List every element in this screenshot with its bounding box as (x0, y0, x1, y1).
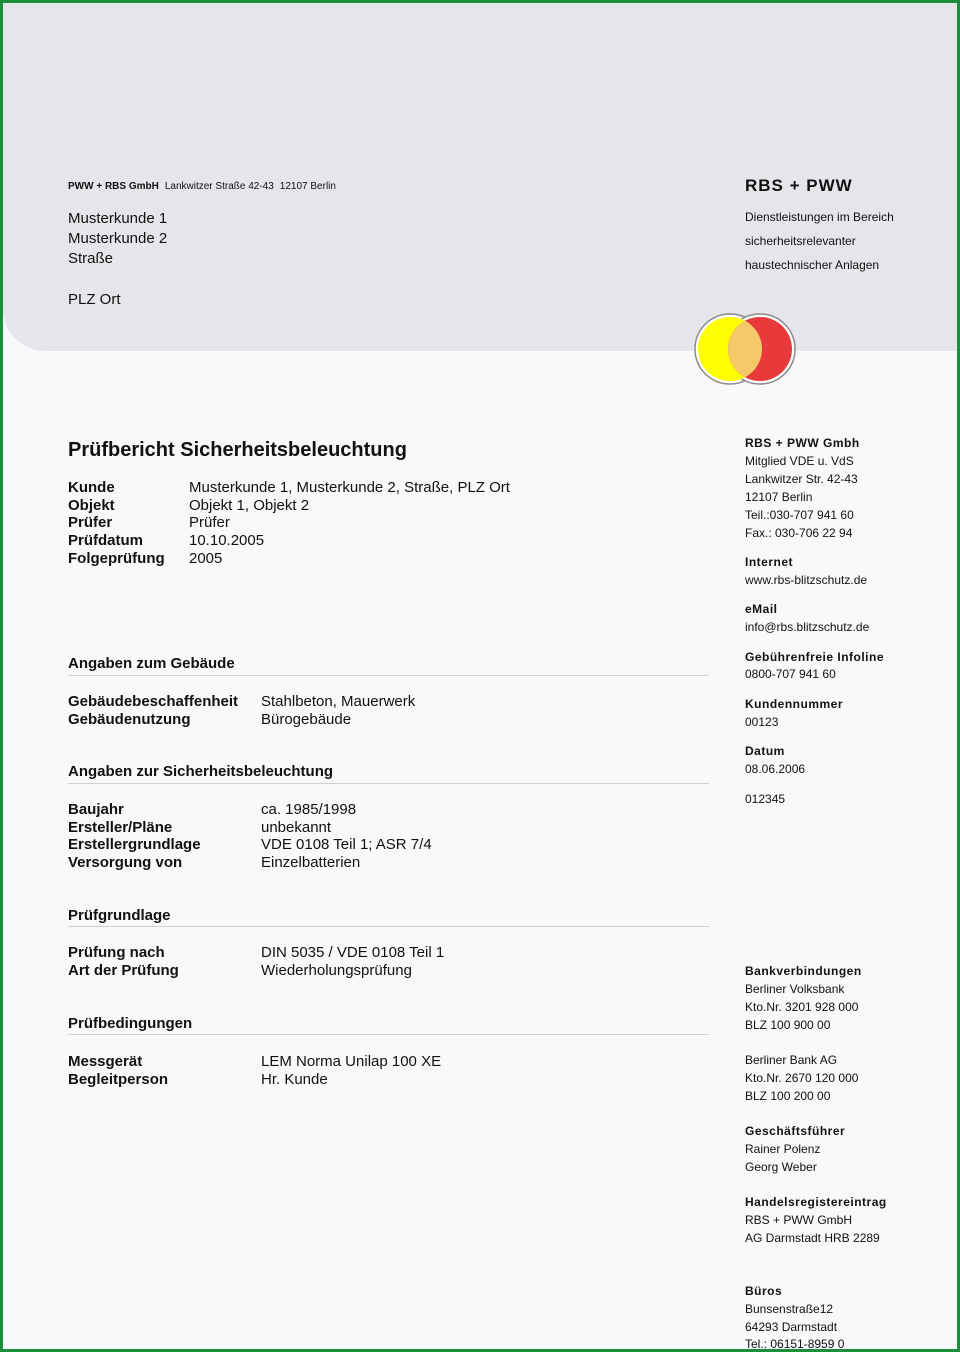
sidebar-company-heading: RBS + PWW Gmbh (745, 436, 860, 450)
sidebar-bank-heading: Bankverbindungen (745, 964, 862, 978)
sidebar-company-line: Mitglied VDE u. VdS (745, 454, 854, 468)
row-label: Erstellergrundlage (68, 836, 201, 853)
row-label: Gebäudenutzung (68, 711, 191, 728)
row-label: Ersteller/Pläne (68, 819, 173, 836)
row-label: Versorgung von (68, 854, 183, 871)
recipient-line-4: PLZ Ort (68, 291, 121, 308)
row-value: Einzelbatterien (261, 854, 361, 871)
row-value: Hr. Kunde (261, 1071, 328, 1088)
section-divider (68, 783, 709, 784)
row-value: ca. 1985/1998 (261, 801, 357, 818)
sidebar-offices-heading: Büros (745, 1284, 783, 1298)
row-label: Begleitperson (68, 1071, 169, 1088)
sidebar-register-line: AG Darmstadt HRB 2289 (745, 1231, 880, 1245)
brand-tagline-2: sicherheitsrelevanter (745, 234, 856, 248)
field-value-kunde: Musterkunde 1, Musterkunde 2, Straße, PLZ Ort (189, 479, 510, 496)
sidebar-customer-no-heading: Kundennummer (745, 697, 844, 711)
sidebar-infoline: 0800-707 941 60 (745, 667, 836, 681)
sidebar-manager: Rainer Polenz (745, 1142, 821, 1156)
section-divider (68, 926, 709, 927)
section-divider (68, 1034, 709, 1035)
sidebar-register-heading: Handelsregistereintrag (745, 1195, 887, 1209)
sidebar-reference: 012345 (745, 792, 786, 806)
sidebar-infoline-heading: Gebührenfreie Infoline (745, 650, 885, 664)
field-label-objekt: Objekt (68, 497, 115, 514)
sidebar-date-heading: Datum (745, 744, 785, 758)
sidebar-customer-no: 00123 (745, 715, 779, 729)
recipient-line-2: Musterkunde 2 (68, 230, 168, 247)
sidebar-company-line: Lankwitzer Str. 42-43 (745, 472, 858, 486)
field-value-objekt: Objekt 1, Objekt 2 (189, 497, 310, 514)
sidebar-bank-line: BLZ 100 200 00 (745, 1089, 831, 1103)
section-heading-sicherheitsbeleuchtung: Angaben zur Sicherheitsbeleuchtung (68, 763, 334, 780)
sidebar-company-line: Fax.: 030-706 22 94 (745, 526, 853, 540)
row-label: Messgerät (68, 1053, 143, 1070)
row-label: Art der Prüfung (68, 962, 179, 979)
field-value-folgepruefung: 2005 (189, 550, 223, 567)
row-value: Wiederholungsprüfung (261, 962, 412, 979)
sender-street: Lankwitzer Straße 42-43 (164, 181, 274, 192)
row-value: unbekannt (261, 819, 332, 836)
sidebar-bank-line: Kto.Nr. 2670 120 000 (745, 1071, 859, 1085)
brand-tagline-3: haustechnischer Anlagen (745, 258, 880, 272)
row-value: Stahlbeton, Mauerwerk (261, 693, 416, 710)
row-label: Baujahr (68, 801, 124, 818)
sidebar-company-line: 12107 Berlin (745, 490, 813, 504)
sidebar-managers-heading: Geschäftsführer (745, 1124, 846, 1138)
sidebar-bank-line: BLZ 100 900 00 (745, 1018, 831, 1032)
section-divider (68, 675, 709, 676)
sender-company: PWW + RBS GmbH (68, 181, 159, 192)
sidebar-register-line: RBS + PWW GmbH (745, 1213, 853, 1227)
field-label-pruefer: Prüfer (68, 514, 113, 531)
field-label-pruefdatum: Prüfdatum (68, 532, 143, 549)
sidebar-bank-line: Kto.Nr. 3201 928 000 (745, 1000, 859, 1014)
field-label-kunde: Kunde (68, 479, 115, 496)
report-title: Prüfbericht Sicherheitsbeleuchtung (68, 439, 407, 461)
sidebar-email: info@rbs.blitzschutz.de (745, 620, 870, 634)
sidebar-bank-line: Berliner Volksbank (745, 982, 845, 996)
recipient-line-1: Musterkunde 1 (68, 210, 168, 227)
section-heading-pruefbedingungen: Prüfbedingungen (68, 1015, 193, 1032)
sidebar-internet-heading: Internet (745, 555, 794, 569)
section-heading-pruefgrundlage: Prüfgrundlage (68, 907, 171, 924)
sidebar-office-line: Bunsenstraße12 (745, 1302, 834, 1316)
sidebar-email-heading: eMail (745, 602, 778, 616)
sidebar-office-line: Tel.: 06151-8959 0 (745, 1337, 845, 1351)
sidebar-website: www.rbs-blitzschutz.de (745, 573, 868, 587)
brand-name: RBS + PWW (745, 176, 853, 195)
section-heading-gebaeude: Angaben zum Gebäude (68, 655, 235, 672)
sidebar-manager: Georg Weber (745, 1160, 817, 1174)
row-value: LEM Norma Unilap 100 XE (261, 1053, 442, 1070)
sidebar-date: 08.06.2006 (745, 762, 806, 776)
sender-line (68, 181, 336, 192)
sidebar-company-line: Teil.:030-707 941 60 (745, 508, 854, 522)
sidebar-office-line: 64293 Darmstadt (745, 1320, 838, 1334)
row-value: DIN 5035 / VDE 0108 Teil 1 (261, 944, 445, 961)
field-value-pruefer: Prüfer (189, 514, 230, 531)
field-label-folgepruefung: Folgeprüfung (68, 550, 165, 567)
row-label: Gebäudebeschaffenheit (68, 693, 239, 710)
brand-tagline-1: Dienstleistungen im Bereich (745, 210, 894, 224)
row-label: Prüfung nach (68, 944, 165, 961)
field-value-pruefdatum: 10.10.2005 (189, 532, 265, 549)
sidebar-bank-line: Berliner Bank AG (745, 1053, 838, 1067)
row-value: VDE 0108 Teil 1; ASR 7/4 (261, 836, 432, 853)
company-logo (694, 310, 796, 388)
sender-city: 12107 Berlin (279, 181, 336, 192)
row-value: Bürogebäude (261, 711, 352, 728)
recipient-line-3: Straße (68, 250, 114, 267)
